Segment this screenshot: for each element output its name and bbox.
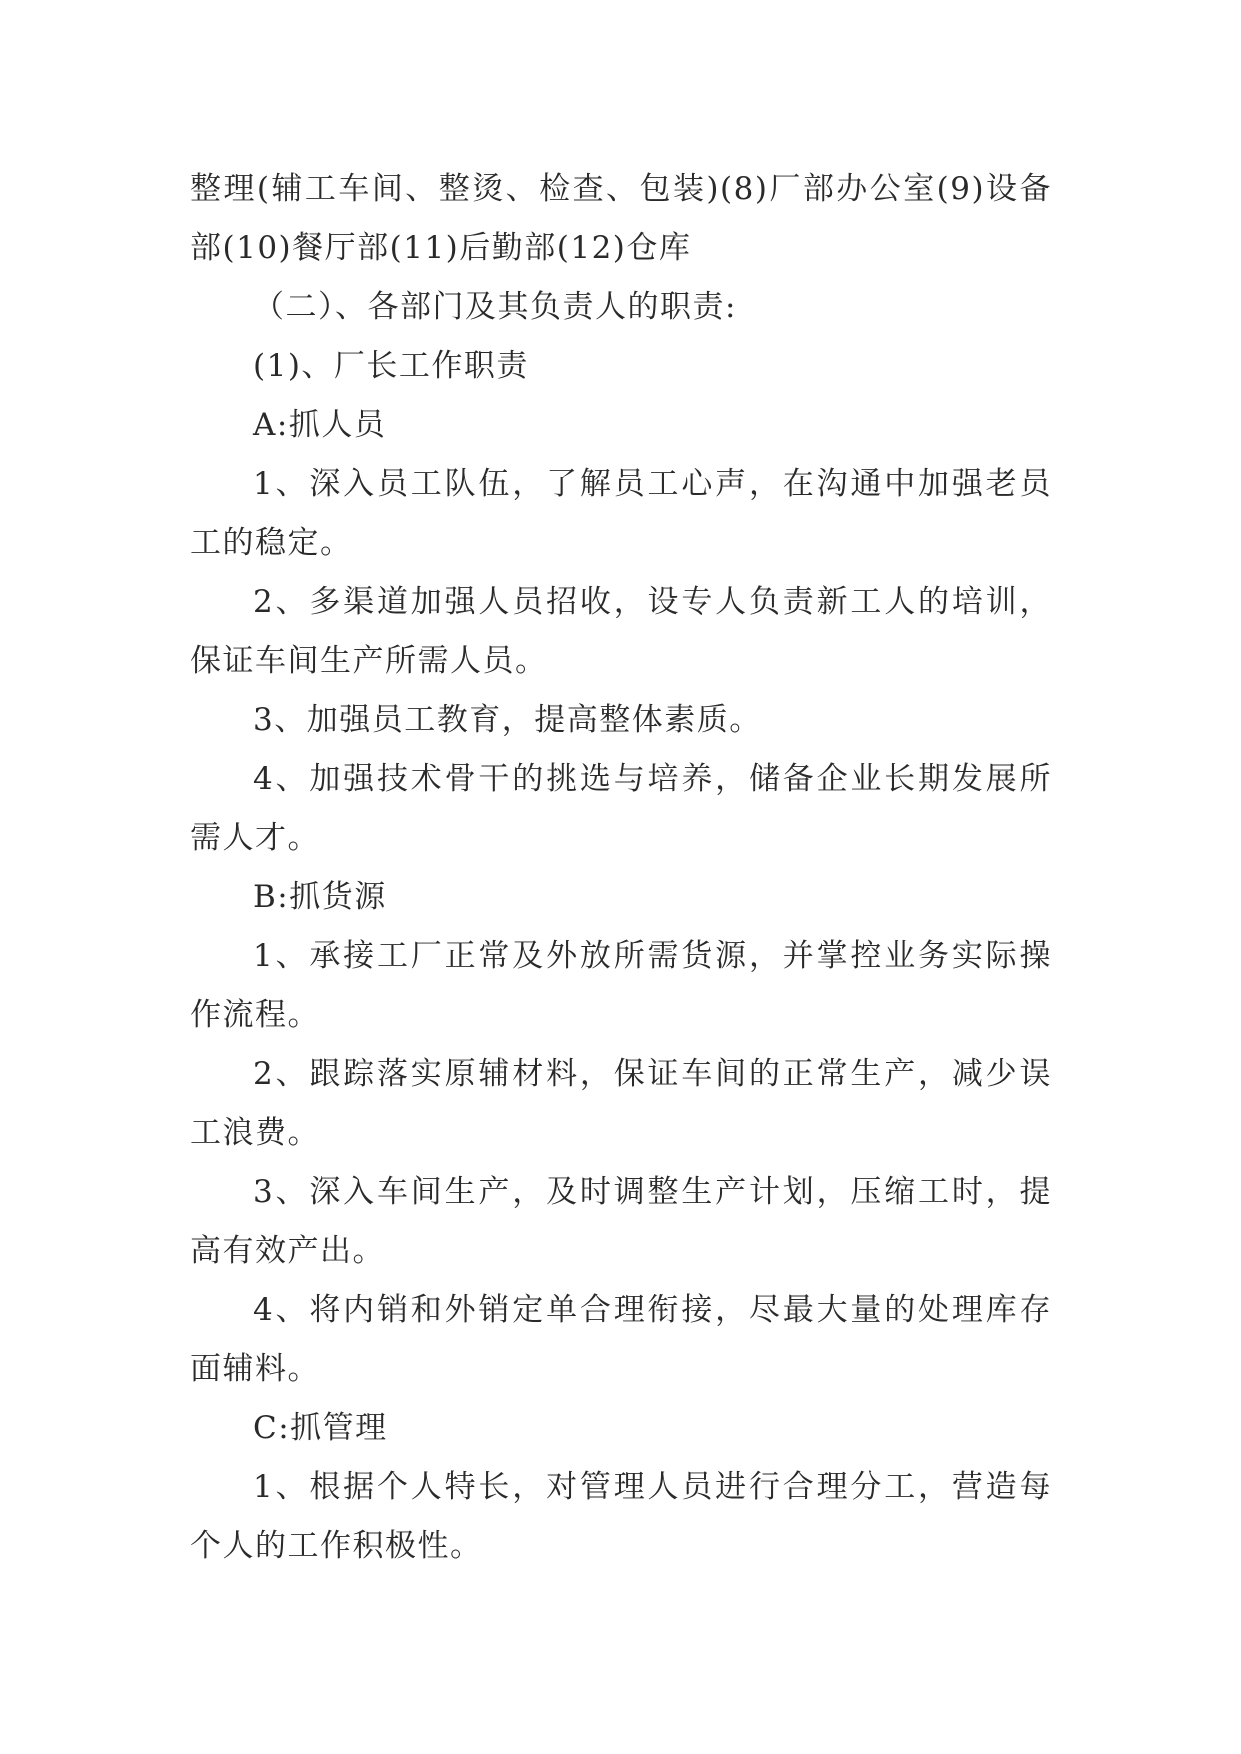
paragraph-heading-c: C:抓管理 <box>253 1410 388 1446</box>
paragraph-heading-a: A:抓人员 <box>253 407 387 443</box>
document-body <box>190 160 1052 1576</box>
paragraph-b-item-4: 4、将内销和外销定单合理衔接，尽最大量的处理库存面辅料。 <box>190 1292 1052 1387</box>
paragraph-a-item-3: 3、加强员工教育，提高整体素质。 <box>253 702 762 738</box>
paragraph-b-item-3: 3、深入车间生产，及时调整生产计划，压缩工时，提高有效产出。 <box>190 1174 1052 1269</box>
paragraph-a-item-4: 4、加强技术骨干的挑选与培养，储备企业长期发展所需人才。 <box>190 761 1052 856</box>
paragraph-b-item-1: 1、承接工厂正常及外放所需货源，并掌控业务实际操作流程。 <box>190 938 1052 1033</box>
paragraph-a-item-2: 2、多渠道加强人员招收，设专人负责新工人的培训，保证车间生产所需人员。 <box>190 584 1052 679</box>
paragraph-subheading-director: (1)、厂长工作职责 <box>253 348 529 384</box>
paragraph-a-item-1: 1、深入员工队伍，了解员工心声，在沟通中加强老员工的稳定。 <box>190 466 1052 561</box>
paragraph-c-item-1: 1、根据个人特长，对管理人员进行合理分工，营造每个人的工作积极性。 <box>190 1469 1052 1564</box>
paragraph-b-item-2: 2、跟踪落实原辅材料，保证车间的正常生产，减少误工浪费。 <box>190 1056 1052 1151</box>
paragraph-heading-b: B:抓货源 <box>253 879 387 915</box>
paragraph-department-list: 整理(辅工车间、整烫、检查、包装)(8)厂部办公室(9)设备部(10)餐厅部(11)后勤部(12)仓库 <box>190 171 1052 266</box>
paragraph-section-heading: （二）、各部门及其负责人的职责: <box>253 289 737 325</box>
